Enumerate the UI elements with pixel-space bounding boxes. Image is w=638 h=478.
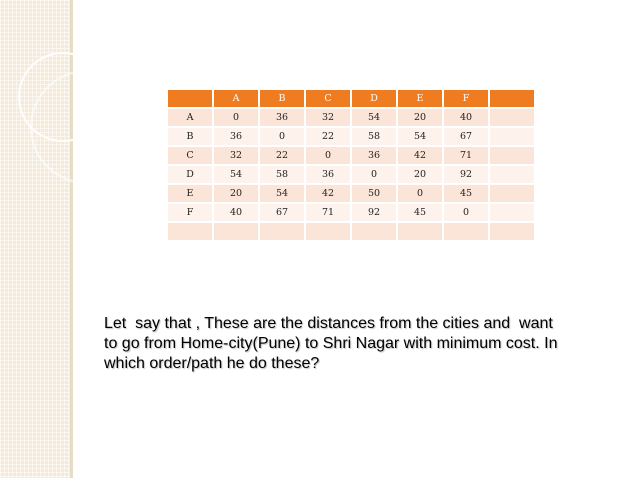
distance-cell — [306, 223, 350, 240]
distance-cell: 71 — [306, 204, 350, 221]
distance-cell: 32 — [306, 109, 350, 126]
distance-cell: 54 — [214, 166, 258, 183]
table-row — [168, 166, 534, 183]
distance-cell — [444, 223, 488, 240]
distance-cell: 50 — [352, 185, 396, 202]
distance-cell: 67 — [260, 204, 304, 221]
distance-cell: 32 — [214, 147, 258, 164]
distance-cell: 0 — [352, 166, 396, 183]
table-corner-cell — [168, 90, 212, 107]
table-row — [168, 204, 534, 221]
distance-cell: 0 — [306, 147, 350, 164]
distance-cell — [490, 185, 534, 202]
distance-cell: 0 — [260, 128, 304, 145]
distance-cell — [260, 223, 304, 240]
column-header — [490, 90, 534, 107]
distance-cell: 40 — [214, 204, 258, 221]
column-header: D — [352, 90, 396, 107]
column-header: C — [306, 90, 350, 107]
row-label: A — [168, 109, 212, 126]
distance-cell: 92 — [352, 204, 396, 221]
distance-cell: 92 — [444, 166, 488, 183]
distance-cell: 71 — [444, 147, 488, 164]
distance-cell — [490, 109, 534, 126]
distance-cell: 54 — [352, 109, 396, 126]
row-label: F — [168, 204, 212, 221]
distance-cell — [490, 223, 534, 240]
table-row — [168, 147, 534, 164]
table-header-row — [168, 90, 534, 107]
table-row — [168, 223, 534, 240]
table-row — [168, 128, 534, 145]
distance-cell: 0 — [398, 185, 442, 202]
distance-cell: 40 — [444, 109, 488, 126]
row-label: D — [168, 166, 212, 183]
distance-cell: 42 — [306, 185, 350, 202]
distance-cell — [214, 223, 258, 240]
distance-cell: 45 — [444, 185, 488, 202]
distance-cell: 20 — [398, 166, 442, 183]
distance-cell — [352, 223, 396, 240]
table-row — [168, 185, 534, 202]
distance-cell — [490, 204, 534, 221]
distance-cell — [490, 166, 534, 183]
table-row — [168, 109, 534, 126]
distance-cell — [490, 147, 534, 164]
question-line: Let say that , These are the distances from the cities and want — [104, 315, 553, 332]
distance-cell: 58 — [260, 166, 304, 183]
distance-cell: 22 — [260, 147, 304, 164]
question-line: which order/path he do these? — [104, 355, 320, 372]
row-label: C — [168, 147, 212, 164]
row-label: B — [168, 128, 212, 145]
column-header: B — [260, 90, 304, 107]
distance-cell: 20 — [214, 185, 258, 202]
row-label — [168, 223, 212, 240]
distance-cell: 36 — [306, 166, 350, 183]
row-label: E — [168, 185, 212, 202]
distance-cell: 36 — [214, 128, 258, 145]
distance-cell: 22 — [306, 128, 350, 145]
distance-cell: 0 — [444, 204, 488, 221]
distance-cell: 45 — [398, 204, 442, 221]
decorative-ring — [30, 70, 144, 184]
distance-cell: 42 — [398, 147, 442, 164]
column-header: F — [444, 90, 488, 107]
distance-cell: 20 — [398, 109, 442, 126]
question-paragraph — [104, 314, 620, 374]
distance-cell — [398, 223, 442, 240]
distance-cell: 36 — [260, 109, 304, 126]
column-header: E — [398, 90, 442, 107]
distance-cell — [490, 128, 534, 145]
distance-cell: 54 — [260, 185, 304, 202]
distance-cell: 54 — [398, 128, 442, 145]
distance-cell: 58 — [352, 128, 396, 145]
distance-cell: 36 — [352, 147, 396, 164]
distance-table — [166, 88, 536, 242]
distance-cell: 0 — [214, 109, 258, 126]
question-line: to go from Home-city(Pune) to Shri Nagar with minimum cost. In — [104, 335, 558, 352]
distance-cell: 67 — [444, 128, 488, 145]
column-header: A — [214, 90, 258, 107]
